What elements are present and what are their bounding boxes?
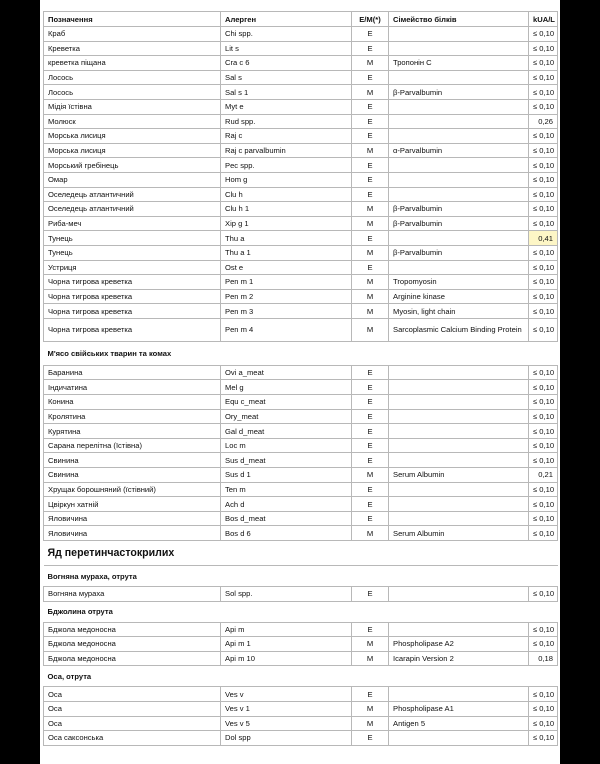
row-protein-family — [389, 114, 529, 129]
row-value: ≤ 0,10 — [529, 482, 558, 497]
row-designation: Індичатина — [44, 380, 221, 395]
row-value: ≤ 0,10 — [529, 260, 558, 275]
table-row — [44, 143, 558, 158]
row-value: ≤ 0,10 — [529, 275, 558, 290]
row-protein-family: Тропонін С — [389, 56, 529, 71]
row-value: 0,41 — [529, 231, 558, 246]
row-allergen-code: Bos d_meat — [221, 511, 352, 526]
row-allergen-code: Rud spp. — [221, 114, 352, 129]
row-allergen-code: Sal s 1 — [221, 85, 352, 100]
row-em: M — [352, 651, 389, 666]
table-row — [44, 453, 558, 468]
row-designation: Яловичина — [44, 511, 221, 526]
table-row — [44, 587, 558, 602]
row-allergen-code: Sol spp. — [221, 587, 352, 602]
row-designation: Бджола медоносна — [44, 622, 221, 637]
row-allergen-code: Thu a 1 — [221, 245, 352, 260]
row-value: ≤ 0,10 — [529, 526, 558, 541]
row-protein-family: β-Parvalbumin — [389, 202, 529, 217]
row-designation: Морська лисиця — [44, 143, 221, 158]
row-value: ≤ 0,10 — [529, 637, 558, 652]
row-em: E — [352, 27, 389, 42]
section-row — [44, 666, 558, 687]
row-designation: Лосось — [44, 85, 221, 100]
row-em: E — [352, 41, 389, 56]
row-value: ≤ 0,10 — [529, 27, 558, 42]
row-value: ≤ 0,10 — [529, 289, 558, 304]
table-row — [44, 187, 558, 202]
allergen-results-table — [43, 11, 558, 746]
row-em: M — [352, 85, 389, 100]
row-designation: Свинина — [44, 453, 221, 468]
table-row — [44, 526, 558, 541]
row-protein-family — [389, 41, 529, 56]
subsection-title-wasp: Оса, отрута — [44, 666, 558, 687]
row-value: 0,21 — [529, 468, 558, 483]
row-allergen-code: Sus d_meat — [221, 453, 352, 468]
row-protein-family: Sarcoplasmic Calcium Binding Protein — [389, 318, 529, 341]
row-allergen-code: Pen m 1 — [221, 275, 352, 290]
row-em: E — [352, 438, 389, 453]
row-designation: Вогняна мураха — [44, 587, 221, 602]
table-row — [44, 231, 558, 246]
row-value: ≤ 0,10 — [529, 172, 558, 187]
row-value: ≤ 0,10 — [529, 56, 558, 71]
table-header-row — [44, 12, 558, 27]
row-value: ≤ 0,10 — [529, 202, 558, 217]
row-designation: Цвіркун хатній — [44, 497, 221, 512]
row-em: M — [352, 637, 389, 652]
row-allergen-code: Api m 1 — [221, 637, 352, 652]
row-value: ≤ 0,10 — [529, 158, 558, 173]
row-protein-family: Serum Albumin — [389, 526, 529, 541]
row-designation: Морський гребінець — [44, 158, 221, 173]
row-value: ≤ 0,10 — [529, 587, 558, 602]
report-page — [40, 0, 560, 764]
row-protein-family — [389, 438, 529, 453]
row-designation: Лосось — [44, 70, 221, 85]
row-value: ≤ 0,10 — [529, 497, 558, 512]
section-row — [44, 341, 558, 365]
row-allergen-code: Mel g — [221, 380, 352, 395]
table-row — [44, 56, 558, 71]
row-protein-family — [389, 70, 529, 85]
row-allergen-code: Ten m — [221, 482, 352, 497]
row-em: E — [352, 453, 389, 468]
row-allergen-code: Ves v 5 — [221, 716, 352, 731]
table-row — [44, 716, 558, 731]
row-value: ≤ 0,10 — [529, 687, 558, 702]
table-row — [44, 304, 558, 319]
row-em: E — [352, 99, 389, 114]
subsection-title-bee: Бджолина отрута — [44, 601, 558, 622]
row-em: M — [352, 304, 389, 319]
row-allergen-code: Thu a — [221, 231, 352, 246]
row-designation: Оса — [44, 701, 221, 716]
table-row — [44, 245, 558, 260]
row-protein-family — [389, 365, 529, 380]
row-designation: Чорна тигрова креветка — [44, 289, 221, 304]
row-value: 0,26 — [529, 114, 558, 129]
table-row — [44, 380, 558, 395]
row-designation: Оса саксонська — [44, 731, 221, 746]
table-row — [44, 409, 558, 424]
row-designation: Бджола медоносна — [44, 637, 221, 652]
row-protein-family — [389, 482, 529, 497]
row-allergen-code: Pen m 2 — [221, 289, 352, 304]
row-value: ≤ 0,10 — [529, 453, 558, 468]
row-value: ≤ 0,10 — [529, 85, 558, 100]
table-row — [44, 114, 558, 129]
table-row — [44, 216, 558, 231]
row-allergen-code: Ves v — [221, 687, 352, 702]
row-designation: Омар — [44, 172, 221, 187]
row-value: ≤ 0,10 — [529, 143, 558, 158]
row-allergen-code: Cra c 6 — [221, 56, 352, 71]
table-row — [44, 622, 558, 637]
row-em: E — [352, 395, 389, 410]
row-value: ≤ 0,10 — [529, 304, 558, 319]
header-allergen: Алерген — [221, 12, 352, 27]
table-row — [44, 511, 558, 526]
row-protein-family: Tropomyosin — [389, 275, 529, 290]
table-row — [44, 202, 558, 217]
table-row — [44, 85, 558, 100]
section-row — [44, 566, 558, 587]
row-value: ≤ 0,10 — [529, 380, 558, 395]
row-protein-family — [389, 731, 529, 746]
row-designation: Тунець — [44, 245, 221, 260]
row-designation: Яловичина — [44, 526, 221, 541]
row-allergen-code: Ory_meat — [221, 409, 352, 424]
row-value: ≤ 0,10 — [529, 245, 558, 260]
table-row — [44, 482, 558, 497]
table-row — [44, 289, 558, 304]
table-row — [44, 365, 558, 380]
row-allergen-code: Pec spp. — [221, 158, 352, 173]
row-designation: Риба-меч — [44, 216, 221, 231]
row-em: E — [352, 260, 389, 275]
row-allergen-code: Dol spp — [221, 731, 352, 746]
row-protein-family: Phospholipase A2 — [389, 637, 529, 652]
row-em: E — [352, 380, 389, 395]
row-em: M — [352, 289, 389, 304]
row-allergen-code: Bos d 6 — [221, 526, 352, 541]
row-allergen-code: Pen m 3 — [221, 304, 352, 319]
row-designation: Устриця — [44, 260, 221, 275]
row-allergen-code: Api m — [221, 622, 352, 637]
row-allergen-code: Ves v 1 — [221, 701, 352, 716]
row-protein-family — [389, 687, 529, 702]
row-em: E — [352, 731, 389, 746]
row-value: ≤ 0,10 — [529, 365, 558, 380]
row-protein-family — [389, 231, 529, 246]
table-row — [44, 701, 558, 716]
row-allergen-code: Ach d — [221, 497, 352, 512]
table-row — [44, 637, 558, 652]
row-value: ≤ 0,10 — [529, 41, 558, 56]
row-protein-family — [389, 395, 529, 410]
row-designation: Сарана перелітна (їстівна) — [44, 438, 221, 453]
row-protein-family: Antigen 5 — [389, 716, 529, 731]
table-row — [44, 318, 558, 341]
row-protein-family: Serum Albumin — [389, 468, 529, 483]
row-em: E — [352, 511, 389, 526]
row-designation: Оса — [44, 687, 221, 702]
row-designation: Кролятина — [44, 409, 221, 424]
row-value: ≤ 0,10 — [529, 511, 558, 526]
row-protein-family: β-Parvalbumin — [389, 216, 529, 231]
row-allergen-code: Sal s — [221, 70, 352, 85]
row-em: E — [352, 70, 389, 85]
row-em: M — [352, 202, 389, 217]
row-em: E — [352, 129, 389, 144]
row-value: ≤ 0,10 — [529, 438, 558, 453]
row-value: ≤ 0,10 — [529, 70, 558, 85]
row-em: E — [352, 114, 389, 129]
table-row — [44, 731, 558, 746]
row-protein-family — [389, 99, 529, 114]
row-value: ≤ 0,10 — [529, 129, 558, 144]
row-em: E — [352, 587, 389, 602]
row-em: M — [352, 275, 389, 290]
table-row — [44, 424, 558, 439]
row-protein-family: Icarapin Version 2 — [389, 651, 529, 666]
row-protein-family — [389, 380, 529, 395]
table-row — [44, 158, 558, 173]
row-em: M — [352, 245, 389, 260]
row-protein-family — [389, 453, 529, 468]
row-em: E — [352, 187, 389, 202]
row-designation: Тунець — [44, 231, 221, 246]
row-em: M — [352, 701, 389, 716]
row-designation: Конина — [44, 395, 221, 410]
header-protein-family: Сімейство білків — [389, 12, 529, 27]
row-allergen-code: Chi spp. — [221, 27, 352, 42]
row-allergen-code: Ovi a_meat — [221, 365, 352, 380]
row-designation: Оселедець атлантичний — [44, 187, 221, 202]
table-row — [44, 99, 558, 114]
table-row — [44, 260, 558, 275]
row-designation: Свинина — [44, 468, 221, 483]
subsection-title-fire-ant: Вогняна мураха, отрута — [44, 566, 558, 587]
row-em: E — [352, 409, 389, 424]
row-protein-family — [389, 511, 529, 526]
section-title-meat: М'ясо свійських тварин та комах — [44, 341, 558, 365]
row-designation: Оселедець атлантичний — [44, 202, 221, 217]
row-em: E — [352, 622, 389, 637]
row-designation: Креветка — [44, 41, 221, 56]
row-protein-family — [389, 497, 529, 512]
row-designation: Чорна тигрова креветка — [44, 275, 221, 290]
row-em: E — [352, 687, 389, 702]
row-allergen-code: Api m 10 — [221, 651, 352, 666]
row-protein-family: β-Parvalbumin — [389, 85, 529, 100]
row-value: ≤ 0,10 — [529, 318, 558, 341]
table-row — [44, 129, 558, 144]
row-value: ≤ 0,10 — [529, 622, 558, 637]
row-designation: креветка піщана — [44, 56, 221, 71]
row-em: E — [352, 365, 389, 380]
row-allergen-code: Gal d_meat — [221, 424, 352, 439]
row-allergen-code: Loc m — [221, 438, 352, 453]
row-designation: Чорна тигрова креветка — [44, 318, 221, 341]
table-row — [44, 70, 558, 85]
row-em: E — [352, 482, 389, 497]
row-em: E — [352, 424, 389, 439]
table-row — [44, 651, 558, 666]
row-designation: Чорна тигрова креветка — [44, 304, 221, 319]
row-value: ≤ 0,10 — [529, 731, 558, 746]
row-em: E — [352, 497, 389, 512]
header-designation: Позначення — [44, 12, 221, 27]
row-allergen-code: Lit s — [221, 41, 352, 56]
row-designation: Краб — [44, 27, 221, 42]
row-designation: Бджола медоносна — [44, 651, 221, 666]
row-protein-family: α-Parvalbumin — [389, 143, 529, 158]
row-protein-family — [389, 172, 529, 187]
row-protein-family: Myosin, light chain — [389, 304, 529, 319]
table-row — [44, 27, 558, 42]
row-value: 0,18 — [529, 651, 558, 666]
row-allergen-code: Clu h — [221, 187, 352, 202]
row-value: ≤ 0,10 — [529, 424, 558, 439]
row-designation: Мідія їстівна — [44, 99, 221, 114]
table-row — [44, 687, 558, 702]
row-em: M — [352, 216, 389, 231]
row-allergen-code: Xip g 1 — [221, 216, 352, 231]
table-row — [44, 41, 558, 56]
row-designation: Оса — [44, 716, 221, 731]
row-designation: Курятина — [44, 424, 221, 439]
row-protein-family: Phospholipase A1 — [389, 701, 529, 716]
row-protein-family — [389, 129, 529, 144]
row-allergen-code: Raj c — [221, 129, 352, 144]
header-unit: kUA/L — [529, 12, 558, 27]
table-row — [44, 275, 558, 290]
row-value: ≤ 0,10 — [529, 409, 558, 424]
row-em: E — [352, 172, 389, 187]
row-value: ≤ 0,10 — [529, 716, 558, 731]
header-em: E/M(*) — [352, 12, 389, 27]
section-row — [44, 541, 558, 566]
row-em: M — [352, 318, 389, 341]
table-row — [44, 395, 558, 410]
row-em: E — [352, 231, 389, 246]
table-row — [44, 172, 558, 187]
section-row — [44, 601, 558, 622]
row-allergen-code: Hom g — [221, 172, 352, 187]
section-title-venom: Яд перетинчастокрилих — [44, 541, 558, 566]
table-row — [44, 438, 558, 453]
row-designation: Морська лисиця — [44, 129, 221, 144]
row-protein-family — [389, 260, 529, 275]
row-protein-family: β-Parvalbumin — [389, 245, 529, 260]
row-value: ≤ 0,10 — [529, 99, 558, 114]
row-em: M — [352, 526, 389, 541]
row-em: M — [352, 56, 389, 71]
row-protein-family — [389, 424, 529, 439]
row-protein-family: Arginine kinase — [389, 289, 529, 304]
row-allergen-code: Clu h 1 — [221, 202, 352, 217]
row-value: ≤ 0,10 — [529, 216, 558, 231]
table-row — [44, 497, 558, 512]
row-protein-family — [389, 27, 529, 42]
row-protein-family — [389, 158, 529, 173]
row-designation: Хрущак борошняний (їстівний) — [44, 482, 221, 497]
row-protein-family — [389, 587, 529, 602]
row-em: M — [352, 468, 389, 483]
row-value: ≤ 0,10 — [529, 187, 558, 202]
row-em: M — [352, 716, 389, 731]
row-em: E — [352, 158, 389, 173]
row-designation: Молюск — [44, 114, 221, 129]
row-value: ≤ 0,10 — [529, 395, 558, 410]
row-designation: Баранина — [44, 365, 221, 380]
row-allergen-code: Myt e — [221, 99, 352, 114]
row-allergen-code: Equ c_meat — [221, 395, 352, 410]
row-protein-family — [389, 187, 529, 202]
row-allergen-code: Raj c parvalbumin — [221, 143, 352, 158]
row-allergen-code: Pen m 4 — [221, 318, 352, 341]
row-em: M — [352, 143, 389, 158]
row-protein-family — [389, 622, 529, 637]
row-allergen-code: Sus d 1 — [221, 468, 352, 483]
row-value: ≤ 0,10 — [529, 701, 558, 716]
row-allergen-code: Ost e — [221, 260, 352, 275]
row-protein-family — [389, 409, 529, 424]
table-row — [44, 468, 558, 483]
